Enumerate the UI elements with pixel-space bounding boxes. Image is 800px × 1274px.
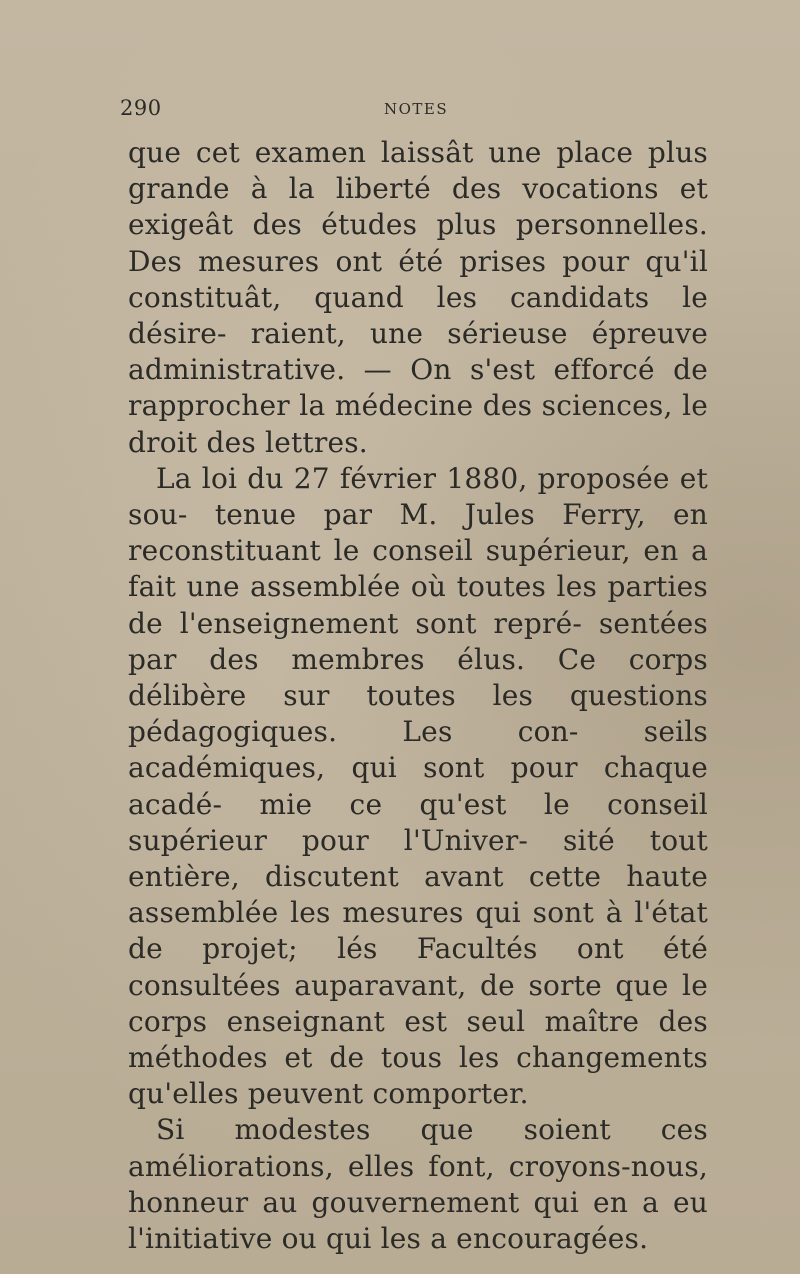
paragraph-conclusion: Si modestes que soient ces améliorations, elles font, croyons-nous, honneur au gouvernement qui en a eu l'initiative ou qui les a encouragées. <box>128 1113 708 1256</box>
page-number: 290 <box>120 96 162 120</box>
paragraph-loi-1880: La loi du 27 février 1880, proposée et sou- tenue par M. Jules Ferry, en reconstituant le conseil supérieur, en a fait une assemblée où toutes les parties de l'enseignement sont repré- sentées par des membres élus. Ce corps délibère sur toutes les questions pédagogiques. Les con- seils académiques, qui sont pour chaque acadé- mie ce qu'est le conseil supérieur pour l'Univer- sité tout entière, discutent avant cette haute assemblée les mesures qui sont à l'état de projet; lés Facultés ont été consultées auparavant, de sorte que le corps enseignant est seul maître des méthodes et de tous les changements qu'elles peuvent comporter. <box>128 461 708 1111</box>
page-header <box>120 96 710 126</box>
running-head: NOTES <box>384 100 449 118</box>
paragraph-continuation: que cet examen laissât une place plus grande à la liberté des vocations et exigeât des études plus personnelles. Des mesures ont été prises pour qu'il constituât, quand les candidats le désire- raient, une sérieuse épreuve administrative. — On s'est efforcé de rapprocher la médecine des sciences, le droit des lettres. <box>128 136 708 459</box>
body-text <box>128 135 708 1257</box>
